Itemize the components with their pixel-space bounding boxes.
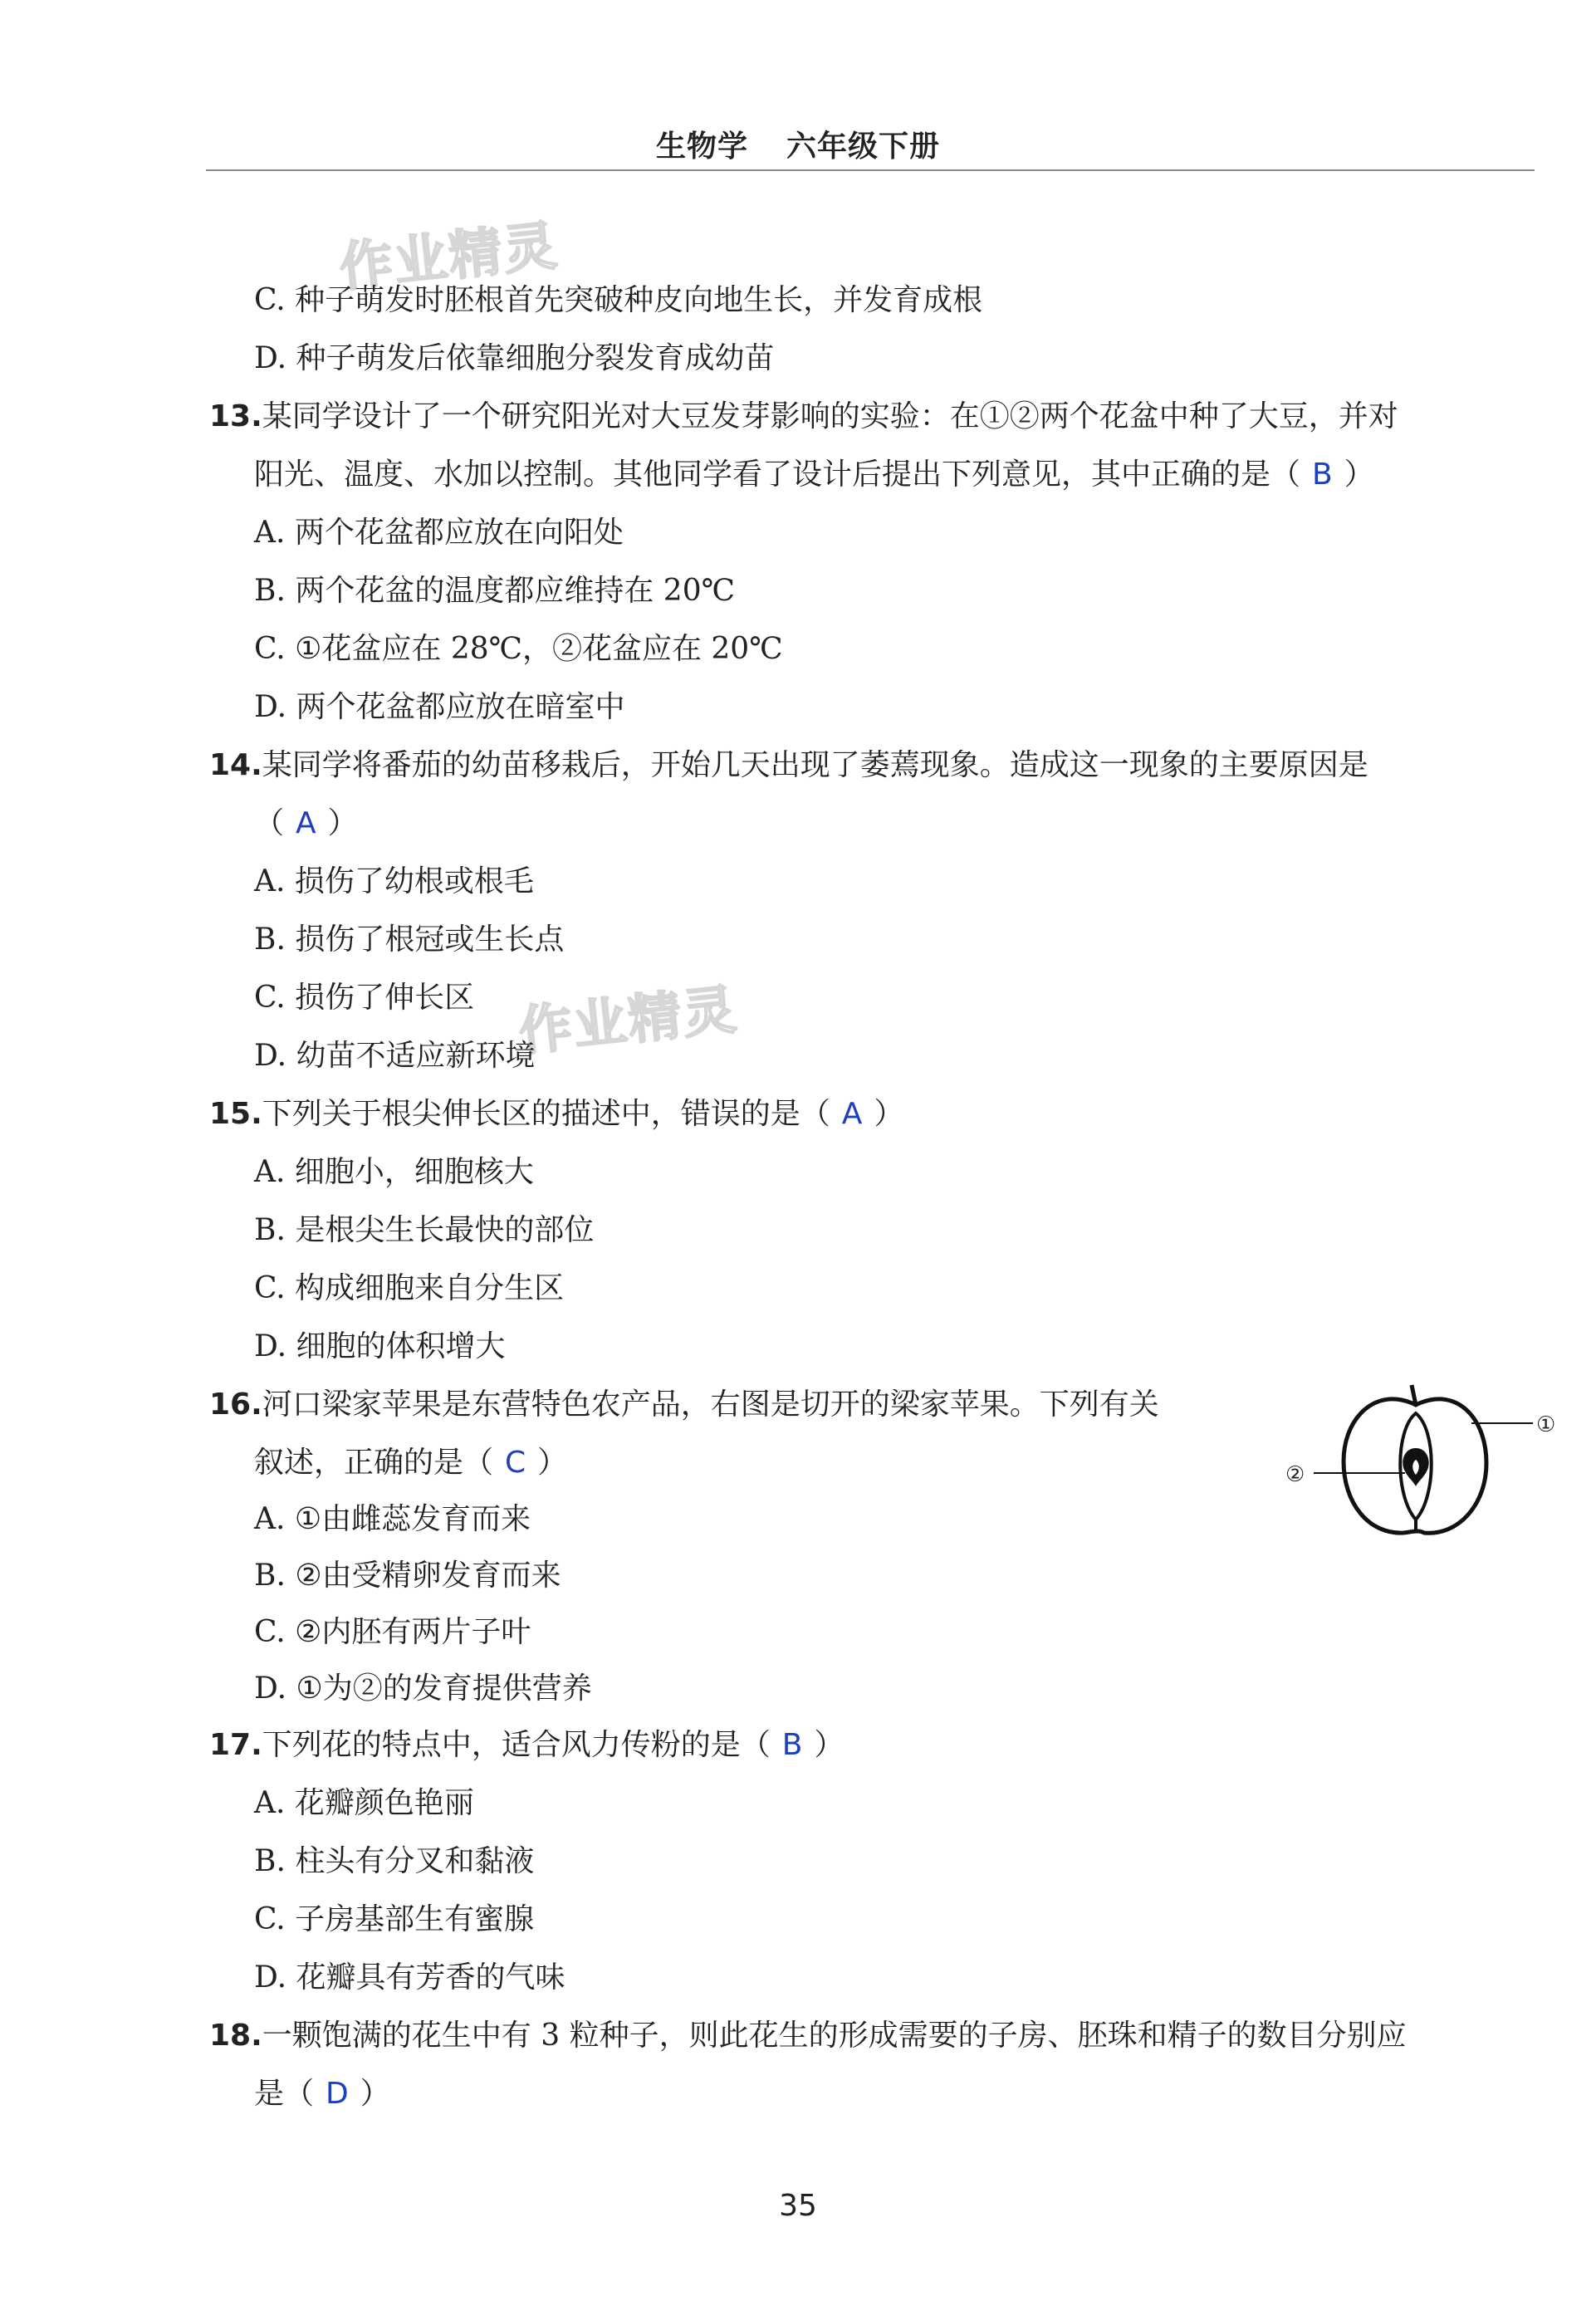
question-18-stem-cont: 是（ D ） [254,2077,390,2111]
option-line: A. 两个花盆都应放在向阳处 [254,516,624,550]
question-number: 14. [209,748,262,782]
question-number: 17. [209,1728,262,1762]
question-16-stem: 16.河口梁家苹果是东营特色农产品，右图是切开的梁家苹果。下列有关 [209,1388,1159,1422]
answer-mark: A [841,1097,863,1131]
page-header [0,123,1596,165]
option-line: D. 种子萌发后依靠细胞分裂发育成幼苗 [254,341,775,375]
answer-mark: C [505,1446,526,1480]
page-number: 35 [779,2189,817,2223]
option-line: D. 两个花盆都应放在暗室中 [254,690,625,724]
question-16-stem-cont: 叙述，正确的是（ C ） [254,1446,568,1480]
apple-cross-section-figure [1279,1380,1561,1546]
watermark: 作业精灵 [336,215,561,300]
question-number: 18. [209,2019,262,2053]
option-line: D. 花瓣具有芳香的气味 [254,1960,565,1995]
header-grade: 六年级下册 [786,130,941,164]
question-13-stem: 13.某同学设计了一个研究阳光对大豆发芽影响的实验：在①②两个花盆中种了大豆，并对 [209,399,1398,433]
answer-mark: D [326,2077,349,2111]
option-line: A. ①由雌蕊发育而来 [254,1502,531,1536]
option-line: A. 细胞小，细胞核大 [254,1155,534,1189]
option-line: C. 损伤了伸长区 [254,981,475,1015]
option-line: C. 种子萌发时胚根首先突破种皮向地生长，并发育成根 [254,283,983,317]
option-line: D. 细胞的体积增大 [254,1329,506,1363]
question-14-stem-cont: （ A ） [254,806,358,840]
option-line: C. ②内胚有两片子叶 [254,1615,531,1649]
answer-mark: B [1312,458,1333,492]
option-line: B. 是根尖生长最快的部位 [254,1213,595,1247]
header-rule [206,169,1535,171]
answer-mark: A [296,806,316,840]
question-17-stem: 17.下列花的特点中，适合风力传粉的是（ B ） [209,1728,845,1762]
option-line: A. 损伤了幼根或根毛 [254,864,534,898]
option-line: B. 两个花盆的温度都应维持在 20℃ [254,574,735,608]
answer-mark: B [781,1728,803,1762]
option-line: A. 花瓣颜色艳丽 [254,1786,474,1820]
question-14-stem: 14.某同学将番茄的幼苗移栽后，开始几天出现了萎蔫现象。造成这一现象的主要原因是 [209,748,1368,782]
question-number: 15. [209,1097,262,1131]
figure-label-1: ① [1536,1412,1556,1437]
option-line: B. 损伤了根冠或生长点 [254,923,565,957]
figure-label-2: ② [1285,1462,1305,1487]
question-number: 13. [209,399,262,433]
option-line: B. ②由受精卵发育而来 [254,1559,561,1593]
header-subject: 生物学 [655,130,748,164]
option-line: B. 柱头有分叉和黏液 [254,1844,535,1878]
option-line: C. 构成细胞来自分生区 [254,1271,565,1305]
option-line: C. ①花盆应在 28℃，②花盆应在 20℃ [254,632,783,666]
option-line: D. ①为②的发育提供营养 [254,1671,592,1706]
question-18-stem: 18.一颗饱满的花生中有 3 粒种子，则此花生的形成需要的子房、胚珠和精子的数目分别应 [209,2019,1407,2053]
option-line: D. 幼苗不适应新环境 [254,1039,536,1073]
option-line: C. 子房基部生有蜜腺 [254,1902,535,1936]
watermark: 作业精灵 [516,979,741,1064]
question-number: 16. [209,1388,262,1422]
question-15-stem: 15.下列关于根尖伸长区的描述中，错误的是（ A ） [209,1097,904,1131]
question-13-stem-cont: 阳光、温度、水加以控制。其他同学看了设计后提出下列意见，其中正确的是（ B ） [254,458,1374,492]
